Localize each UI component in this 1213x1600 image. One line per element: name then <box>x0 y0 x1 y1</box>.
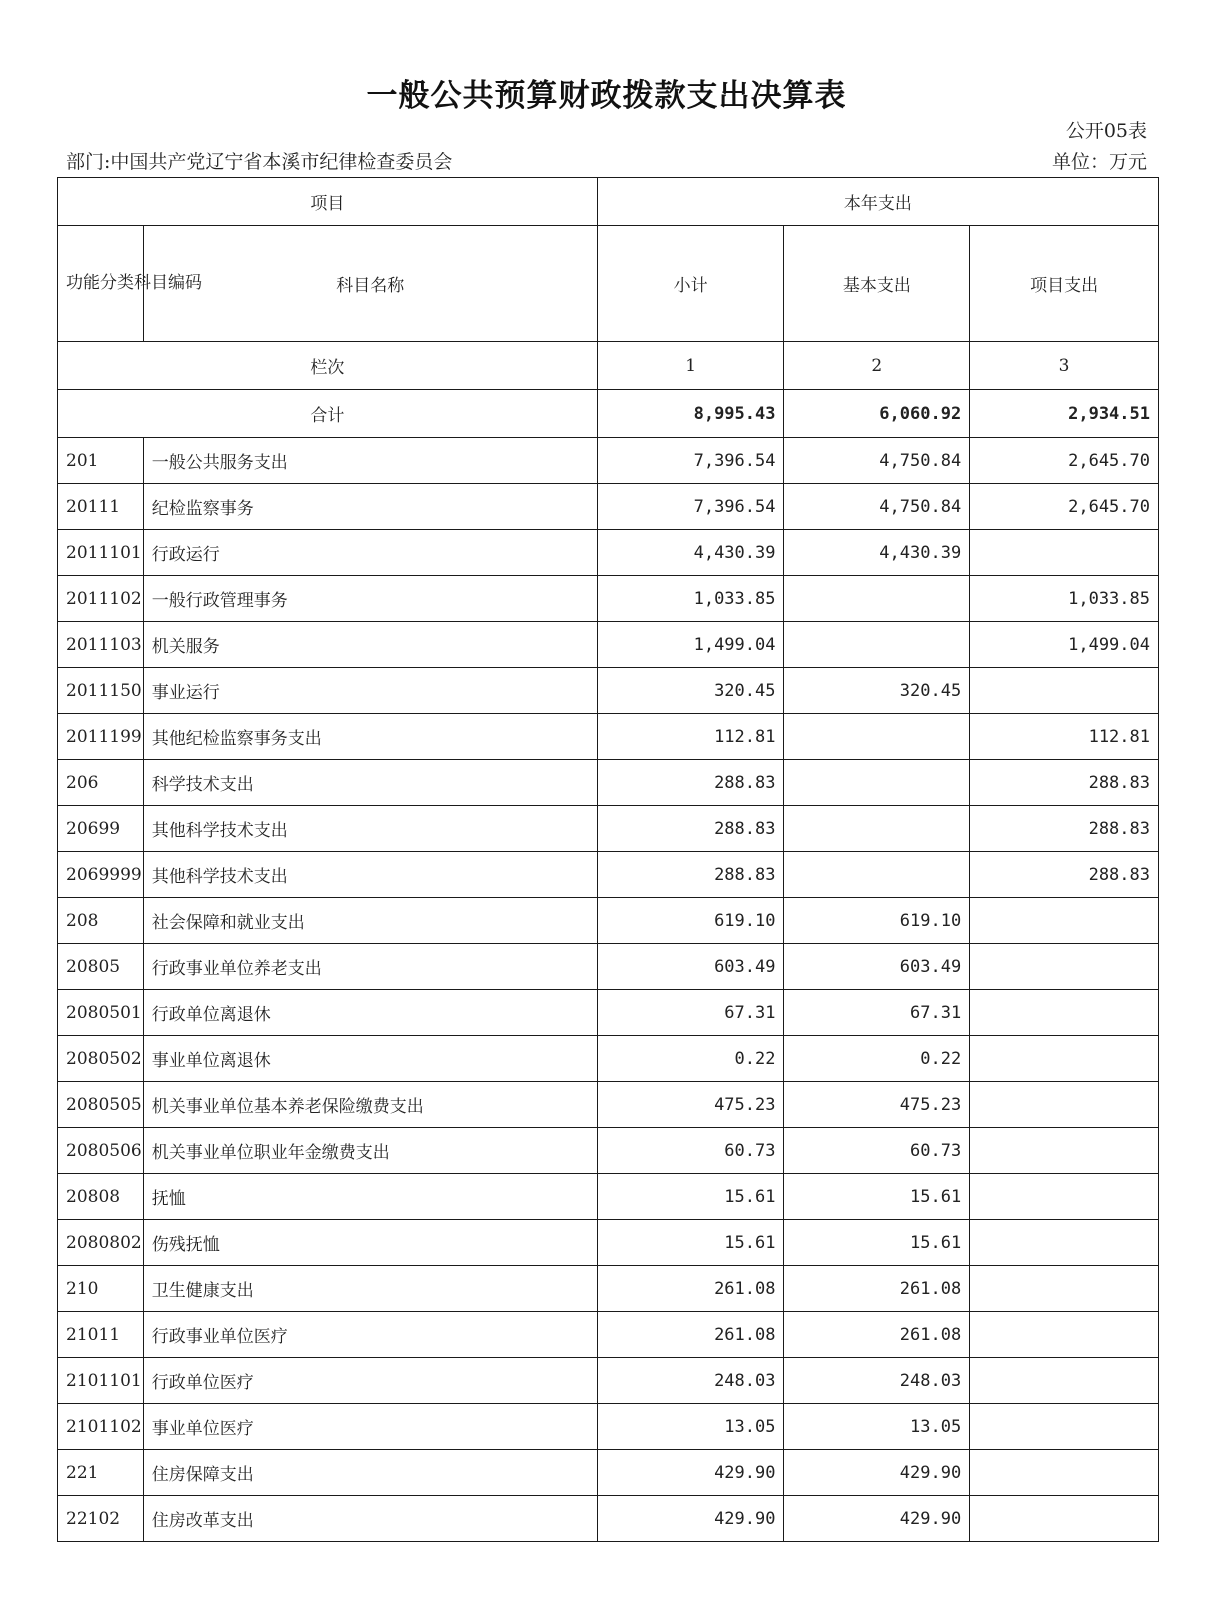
cell-name: 行政事业单位医疗 <box>143 1312 597 1358</box>
cell-name: 行政运行 <box>143 530 597 576</box>
table-row <box>58 576 1159 622</box>
cell-name: 行政单位离退休 <box>143 990 597 1036</box>
cell-basic: 15.61 <box>784 1220 970 1266</box>
cell-project: 112.81 <box>970 714 1159 760</box>
cell-basic: 619.10 <box>784 898 970 944</box>
column-order-3: 3 <box>970 342 1159 390</box>
cell-basic: 67.31 <box>784 990 970 1036</box>
table-row <box>58 530 1159 576</box>
cell-name: 卫生健康支出 <box>143 1266 597 1312</box>
cell-name: 住房改革支出 <box>143 1496 597 1542</box>
table-row <box>58 668 1159 714</box>
cell-code: 2101102 <box>58 1404 144 1450</box>
cell-project: 2,645.70 <box>970 484 1159 530</box>
cell-name: 机关事业单位基本养老保险缴费支出 <box>143 1082 597 1128</box>
cell-project <box>970 1174 1159 1220</box>
department-label: 部门:中国共产党辽宁省本溪市纪律检查委员会 <box>66 151 453 173</box>
expenditure-table <box>57 177 1159 1542</box>
cell-code: 206 <box>58 760 144 806</box>
cell-subtotal: 603.49 <box>597 944 784 990</box>
cell-code: 2011150 <box>58 668 144 714</box>
cell-code: 221 <box>58 1450 144 1496</box>
cell-subtotal: 0.22 <box>597 1036 784 1082</box>
cell-code: 2069999 <box>58 852 144 898</box>
table-row <box>58 1266 1159 1312</box>
cell-code: 2080802 <box>58 1220 144 1266</box>
column-order-row <box>58 342 1159 390</box>
cell-basic: 248.03 <box>784 1358 970 1404</box>
table-row <box>58 1312 1159 1358</box>
cell-code: 20699 <box>58 806 144 852</box>
cell-code: 2080502 <box>58 1036 144 1082</box>
cell-subtotal: 261.08 <box>597 1266 784 1312</box>
table-row <box>58 1404 1159 1450</box>
cell-code: 20805 <box>58 944 144 990</box>
cell-project <box>970 1450 1159 1496</box>
cell-subtotal: 429.90 <box>597 1496 784 1542</box>
cell-code: 2101101 <box>58 1358 144 1404</box>
table-row <box>58 1358 1159 1404</box>
cell-subtotal: 619.10 <box>597 898 784 944</box>
cell-project <box>970 898 1159 944</box>
cell-subtotal: 288.83 <box>597 760 784 806</box>
cell-name: 事业单位离退休 <box>143 1036 597 1082</box>
table-row <box>58 806 1159 852</box>
table-row <box>58 852 1159 898</box>
table-row <box>58 714 1159 760</box>
cell-subtotal: 67.31 <box>597 990 784 1036</box>
cell-subtotal: 4,430.39 <box>597 530 784 576</box>
cell-name: 事业运行 <box>143 668 597 714</box>
cell-project <box>970 530 1159 576</box>
cell-project: 2,645.70 <box>970 438 1159 484</box>
cell-name: 社会保障和就业支出 <box>143 898 597 944</box>
cell-project: 1,499.04 <box>970 622 1159 668</box>
cell-basic <box>784 806 970 852</box>
cell-code: 201 <box>58 438 144 484</box>
cell-subtotal: 429.90 <box>597 1450 784 1496</box>
page-title: 一般公共预算财政拨款支出决算表 <box>366 78 847 114</box>
table-row <box>58 1082 1159 1128</box>
column-order-1: 1 <box>597 342 784 390</box>
header-this-year: 本年支出 <box>597 178 1158 226</box>
cell-basic: 261.08 <box>784 1266 970 1312</box>
cell-basic <box>784 852 970 898</box>
cell-subtotal: 475.23 <box>597 1082 784 1128</box>
cell-project <box>970 944 1159 990</box>
total-row <box>58 390 1159 438</box>
cell-subtotal: 15.61 <box>597 1220 784 1266</box>
cell-basic <box>784 760 970 806</box>
cell-name: 机关服务 <box>143 622 597 668</box>
header-project: 项目支出 <box>970 226 1159 342</box>
cell-name: 科学技术支出 <box>143 760 597 806</box>
cell-code: 2011102 <box>58 576 144 622</box>
cell-subtotal: 13.05 <box>597 1404 784 1450</box>
cell-subtotal: 112.81 <box>597 714 784 760</box>
total-project: 2,934.51 <box>970 390 1159 438</box>
table-row <box>58 990 1159 1036</box>
cell-code: 21011 <box>58 1312 144 1358</box>
cell-basic: 4,750.84 <box>784 484 970 530</box>
column-order-2: 2 <box>784 342 970 390</box>
header-basic: 基本支出 <box>784 226 970 342</box>
cell-basic: 0.22 <box>784 1036 970 1082</box>
cell-project <box>970 1266 1159 1312</box>
cell-project <box>970 668 1159 714</box>
total-basic: 6,060.92 <box>784 390 970 438</box>
cell-code: 2080506 <box>58 1128 144 1174</box>
cell-basic: 475.23 <box>784 1082 970 1128</box>
cell-name: 伤残抚恤 <box>143 1220 597 1266</box>
cell-subtotal: 288.83 <box>597 806 784 852</box>
form-number: 公开05表 <box>1065 120 1147 142</box>
cell-code: 2011101 <box>58 530 144 576</box>
cell-project: 1,033.85 <box>970 576 1159 622</box>
cell-subtotal: 320.45 <box>597 668 784 714</box>
cell-code: 2080501 <box>58 990 144 1036</box>
cell-basic <box>784 576 970 622</box>
cell-basic: 429.90 <box>784 1450 970 1496</box>
cell-basic: 13.05 <box>784 1404 970 1450</box>
cell-name: 行政单位医疗 <box>143 1358 597 1404</box>
table-row <box>58 898 1159 944</box>
cell-subtotal: 7,396.54 <box>597 438 784 484</box>
cell-project: 288.83 <box>970 852 1159 898</box>
header-row-main <box>58 226 1159 342</box>
cell-name: 其他科学技术支出 <box>143 852 597 898</box>
cell-name: 机关事业单位职业年金缴费支出 <box>143 1128 597 1174</box>
unit-label: 单位：万元 <box>1051 151 1147 173</box>
cell-project <box>970 1128 1159 1174</box>
table-row <box>58 1450 1159 1496</box>
cell-basic <box>784 714 970 760</box>
cell-subtotal: 1,499.04 <box>597 622 784 668</box>
cell-subtotal: 248.03 <box>597 1358 784 1404</box>
cell-code: 22102 <box>58 1496 144 1542</box>
cell-code: 208 <box>58 898 144 944</box>
cell-basic: 603.49 <box>784 944 970 990</box>
cell-project <box>970 990 1159 1036</box>
table-row <box>58 760 1159 806</box>
cell-basic: 4,430.39 <box>784 530 970 576</box>
cell-project <box>970 1082 1159 1128</box>
table-row <box>58 1036 1159 1082</box>
cell-basic: 261.08 <box>784 1312 970 1358</box>
cell-subtotal: 60.73 <box>597 1128 784 1174</box>
cell-basic: 320.45 <box>784 668 970 714</box>
cell-project <box>970 1220 1159 1266</box>
cell-name: 一般行政管理事务 <box>143 576 597 622</box>
cell-basic <box>784 622 970 668</box>
table-row <box>58 622 1159 668</box>
cell-name: 其他科学技术支出 <box>143 806 597 852</box>
header-item: 项目 <box>58 178 598 226</box>
cell-code: 2080505 <box>58 1082 144 1128</box>
table-row <box>58 484 1159 530</box>
cell-subtotal: 7,396.54 <box>597 484 784 530</box>
total-label: 合计 <box>58 390 598 438</box>
cell-name: 事业单位医疗 <box>143 1404 597 1450</box>
table-row <box>58 1174 1159 1220</box>
cell-basic: 15.61 <box>784 1174 970 1220</box>
cell-project <box>970 1496 1159 1542</box>
cell-name: 一般公共服务支出 <box>143 438 597 484</box>
cell-name: 行政事业单位养老支出 <box>143 944 597 990</box>
cell-project <box>970 1312 1159 1358</box>
table-row <box>58 944 1159 990</box>
cell-subtotal: 15.61 <box>597 1174 784 1220</box>
cell-code: 2011103 <box>58 622 144 668</box>
cell-code: 20808 <box>58 1174 144 1220</box>
cell-subtotal: 261.08 <box>597 1312 784 1358</box>
cell-subtotal: 288.83 <box>597 852 784 898</box>
table-row <box>58 1128 1159 1174</box>
cell-code: 2011199 <box>58 714 144 760</box>
cell-basic: 60.73 <box>784 1128 970 1174</box>
cell-code: 20111 <box>58 484 144 530</box>
cell-project: 288.83 <box>970 806 1159 852</box>
cell-project <box>970 1358 1159 1404</box>
column-order-label: 栏次 <box>58 342 598 390</box>
header-subtotal: 小计 <box>597 226 784 342</box>
total-subtotal: 8,995.43 <box>597 390 784 438</box>
table-row <box>58 1220 1159 1266</box>
table-row <box>58 1496 1159 1542</box>
cell-project <box>970 1036 1159 1082</box>
header-row-top <box>58 178 1159 226</box>
table-row <box>58 438 1159 484</box>
header-code: 功能分类科目编码 <box>58 226 144 342</box>
cell-code: 210 <box>58 1266 144 1312</box>
cell-name: 抚恤 <box>143 1174 597 1220</box>
header-name: 科目名称 <box>143 226 597 342</box>
cell-name: 纪检监察事务 <box>143 484 597 530</box>
cell-subtotal: 1,033.85 <box>597 576 784 622</box>
cell-project <box>970 1404 1159 1450</box>
cell-project: 288.83 <box>970 760 1159 806</box>
cell-name: 其他纪检监察事务支出 <box>143 714 597 760</box>
cell-basic: 429.90 <box>784 1496 970 1542</box>
cell-name: 住房保障支出 <box>143 1450 597 1496</box>
cell-basic: 4,750.84 <box>784 438 970 484</box>
